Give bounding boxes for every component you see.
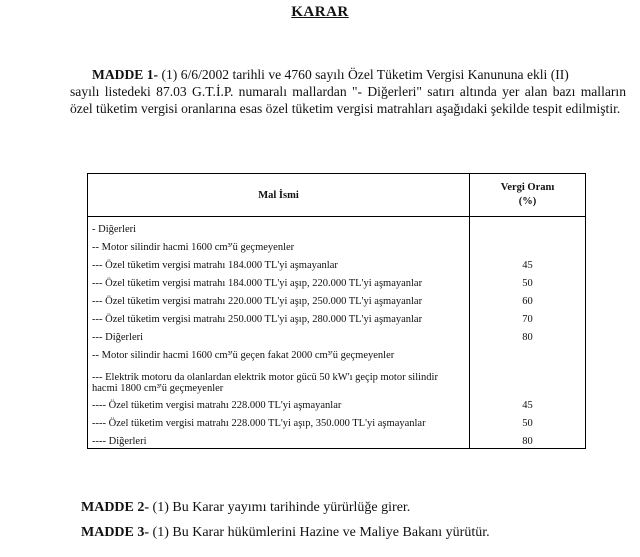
table-body (88, 217, 586, 449)
madde-1-lead: MADDE 1- (92, 67, 159, 82)
row-mal-ismi: --- Elektrik motoru da olanlardan elektrik motor gücü 50 kW'ı geçip motor silindir hacmi 1800 cm³'ü geçmeyenler (88, 362, 470, 394)
table-row (88, 394, 586, 412)
madde-1-first-line (70, 66, 626, 83)
table-row (88, 308, 586, 326)
table-row (88, 344, 586, 362)
row-vergi-orani: 50 (470, 412, 586, 430)
row-vergi-orani (470, 344, 586, 362)
row-mal-ismi: -- Motor silindir hacmi 1600 cm³'ü geçen fakat 2000 cm³'ü geçmeyenler (88, 344, 470, 362)
row-mal-ismi: ---- Diğerleri (88, 430, 470, 449)
tax-rate-table (87, 173, 586, 449)
table-row (88, 412, 586, 430)
row-vergi-orani: 80 (470, 326, 586, 344)
document-title (0, 4, 640, 21)
madde-2-text: (1) Bu Karar yayımı tarihinde yürürlüğe girer. (149, 500, 411, 515)
madde-3-text: (1) Bu Karar hükümlerini Hazine ve Maliye Bakanı yürütür. (149, 525, 490, 540)
row-mal-ismi: --- Özel tüketim vergisi matrahı 220.000 TL'yi aşıp, 250.000 TL'yi aşmayanlar (88, 290, 470, 308)
row-vergi-orani (470, 217, 586, 236)
row-vergi-orani: 70 (470, 308, 586, 326)
document-title-text: KARAR (291, 4, 349, 20)
row-vergi-orani: 50 (470, 272, 586, 290)
table-row (88, 217, 586, 236)
header-vergi-orani (470, 174, 586, 217)
header-mal-ismi: Mal İsmi (88, 174, 470, 217)
row-vergi-orani: 45 (470, 254, 586, 272)
madde-1-paragraph (70, 66, 626, 117)
row-mal-ismi: ---- Özel tüketim vergisi matrahı 228.000 TL'yi aşmayanlar (88, 394, 470, 412)
row-mal-ismi: -- Motor silindir hacmi 1600 cm³'ü geçmeyenler (88, 236, 470, 254)
table-row (88, 290, 586, 308)
madde-3-lead: MADDE 3- (81, 525, 150, 540)
row-vergi-orani (470, 362, 586, 394)
madde-2 (81, 500, 410, 516)
row-mal-ismi: --- Özel tüketim vergisi matrahı 250.000 TL'yi aşıp, 280.000 TL'yi aşmayanlar (88, 308, 470, 326)
madde-1-rest: sayılı listedeki 87.03 G.T.İ.P. numaralı mallardan "- Diğerleri" satırı altında yer alan bazı malların özel tüketim vergisi oranlarına esas özel tüketim vergisi matrahları aşağıdaki şekilde tespit edilmiştir. (70, 84, 626, 116)
table-row (88, 272, 586, 290)
row-mal-ismi: - Diğerleri (88, 217, 470, 236)
header-vergi-orani-label: Vergi Oranı (500, 182, 555, 193)
table-row (88, 236, 586, 254)
row-mal-ismi: --- Özel tüketim vergisi matrahı 184.000 TL'yi aşmayanlar (88, 254, 470, 272)
table-row (88, 326, 586, 344)
row-mal-ismi: --- Özel tüketim vergisi matrahı 184.000 TL'yi aşıp, 220.000 TL'yi aşmayanlar (88, 272, 470, 290)
row-mal-ismi: --- Diğerleri (88, 326, 470, 344)
table-row (88, 254, 586, 272)
table-row (88, 430, 586, 449)
row-vergi-orani: 80 (470, 430, 586, 449)
madde-2-lead: MADDE 2- (81, 500, 150, 515)
row-vergi-orani: 60 (470, 290, 586, 308)
row-vergi-orani: 45 (470, 394, 586, 412)
madde-3 (81, 525, 490, 541)
table-row (88, 362, 586, 394)
header-vergi-orani-unit: (%) (518, 196, 537, 207)
madde-1-line1: (1) 6/6/2002 tarihli ve 4760 sayılı Özel Tüketim Vergisi Kanununa ekli (II) (158, 67, 569, 82)
row-vergi-orani (470, 236, 586, 254)
row-mal-ismi: ---- Özel tüketim vergisi matrahı 228.000 TL'yi aşıp, 350.000 TL'yi aşmayanlar (88, 412, 470, 430)
table-header-row (88, 174, 586, 217)
